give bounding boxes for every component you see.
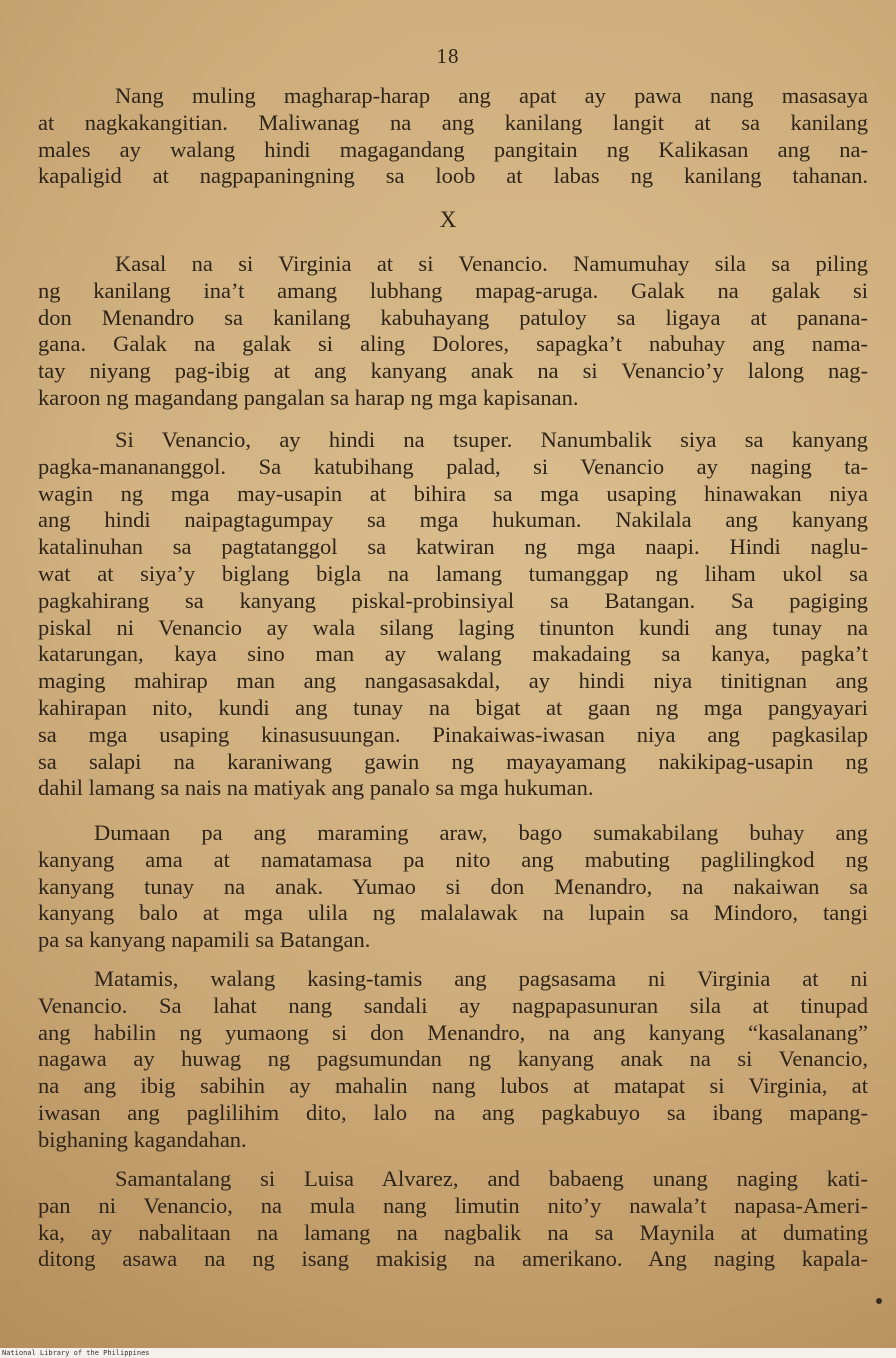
paragraph-6 <box>38 1166 868 1273</box>
text-line: wagin ng mga may-usapin at bihira sa mga usaping hinawakan niya <box>38 480 868 506</box>
text-line: kanyang tunay na anak. Yumao si don Menandro, na nakaiwan sa <box>38 873 868 899</box>
text-line: Nang muling magharap-harap ang apat ay pawa nang masasaya <box>115 83 868 108</box>
text-line: katarungan, kaya sino man ay walang makadaing sa kanya, pagka’t <box>38 641 868 667</box>
paragraph-3 <box>38 427 868 802</box>
text-line: ang habilin ng yumaong si don Menandro, na ang kanyang “kasalanang” <box>38 1019 868 1045</box>
text-line: sa mga usaping kinasusuungan. Pinakaiwas-iwasan niya ang pagkasilap <box>38 721 868 747</box>
text-line: don Menandro sa kanilang kabuhayang patuloy sa ligaya at panana- <box>38 304 868 330</box>
text-line: Kasal na si Virginia at si Venancio. Namumuhay sila sa piling <box>115 251 868 276</box>
text-line: ng kanilang ina’t amang lubhang mapag-aruga. Galak na galak si <box>38 277 868 303</box>
text-line: iwasan ang paglilihim dito, lalo na ang pagkabuyo sa ibang mapang- <box>38 1099 868 1125</box>
text-line: tay niyang pag-ibig at ang kanyang anak na si Venancio’y lalong nag- <box>38 358 868 384</box>
text-line: Venancio. Sa lahat nang sandali ay nagpapasunuran sila at tinupad <box>38 992 868 1018</box>
footer-credit: National Library of the Philippines <box>0 1348 896 1358</box>
text-line: ditong asawa na ng isang makisig na amerikano. Ang naging kapala- <box>38 1246 868 1272</box>
text-line: katalinuhan sa pagtatanggol sa katwiran ng mga naapi. Hindi naglu- <box>38 534 868 560</box>
text-line: kanyang balo at mga ulila ng malalawak na lupain sa Mindoro, tangi <box>38 900 868 926</box>
text-line: pa sa kanyang napamili sa Batangan. <box>38 927 371 953</box>
text-line: at nagkakangitian. Maliwanag na ang kanilang langit at sa kanilang <box>38 109 868 135</box>
text-line: males ay walang hindi magagandang pangitain ng Kalikasan ang na- <box>38 136 868 162</box>
page-number: 18 <box>436 44 460 68</box>
paragraph-2 <box>38 251 868 412</box>
text-line: kanyang ama at namatamasa pa nito ang mabuting paglilingkod ng <box>38 846 868 872</box>
text-line: nagawa ay huwag ng pagsumundan ng kanyang anak na si Venancio, <box>38 1046 868 1072</box>
text-line: dahil lamang sa nais na matiyak ang panalo sa mga hukuman. <box>38 775 594 801</box>
text-line: pagkahirang sa kanyang piskal-probinsiyal sa Batangan. Sa pagiging <box>38 587 868 613</box>
text-line: Samantalang si Luisa Alvarez, and babaeng unang naging kati- <box>115 1166 868 1191</box>
paragraph-4 <box>38 820 868 954</box>
text-line: pan ni Venancio, na mula nang limutin nito’y nawala’t napasa-Ameri- <box>38 1192 868 1218</box>
text-line: wat at siya’y biglang bigla na lamang tumanggap ng liham ukol sa <box>38 560 868 586</box>
text-line: gana. Galak na galak si aling Dolores, sapagka’t nabuhay ang nama- <box>38 331 868 357</box>
chapter-heading: X <box>439 207 457 232</box>
text-line: kahirapan nito, kundi ang tunay na bigat at gaan ng mga pangyayari <box>38 694 868 720</box>
text-line: Dumaan pa ang maraming araw, bago sumakabilang buhay ang <box>94 820 868 845</box>
text-line: na ang ibig sabihin ay mahalin nang lubos at matapat si Virginia, at <box>38 1073 868 1099</box>
text-line: Matamis, walang kasing-tamis ang pagsasama ni Virginia at ni <box>94 966 868 991</box>
paragraph-5 <box>38 966 868 1154</box>
text-line: ka, ay nabalitaan na lamang na nagbalik na sa Maynila at dumating <box>38 1219 868 1245</box>
text-line: ang hindi naipagtagumpay sa mga hukuman. Nakilala ang kanyang <box>38 507 868 533</box>
text-line: pagka-manananggol. Sa katubihang palad, si Venancio ay naging ta- <box>38 453 868 479</box>
paper-speck <box>876 1298 882 1304</box>
text-line: kapaligid at nagpapaningning sa loob at labas ng kanilang tahanan. <box>38 163 868 189</box>
text-line: maging mahirap man ang nangasasakdal, ay hindi niya tinitignan ang <box>38 668 868 694</box>
text-line: sa salapi na karaniwang gawin ng mayayamang nakikipag-usapin ng <box>38 748 868 774</box>
text-line: karoon ng magandang pangalan sa harap ng mga kapisanan. <box>38 384 579 410</box>
text-line: Si Venancio, ay hindi na tsuper. Nanumbalik siya sa kanyang <box>115 427 868 452</box>
paragraph-1 <box>38 83 868 190</box>
text-line: bighaning kagandahan. <box>38 1126 247 1152</box>
text-line: piskal ni Venancio ay wala silang laging tinunton kundi ang tunay na <box>38 614 868 640</box>
